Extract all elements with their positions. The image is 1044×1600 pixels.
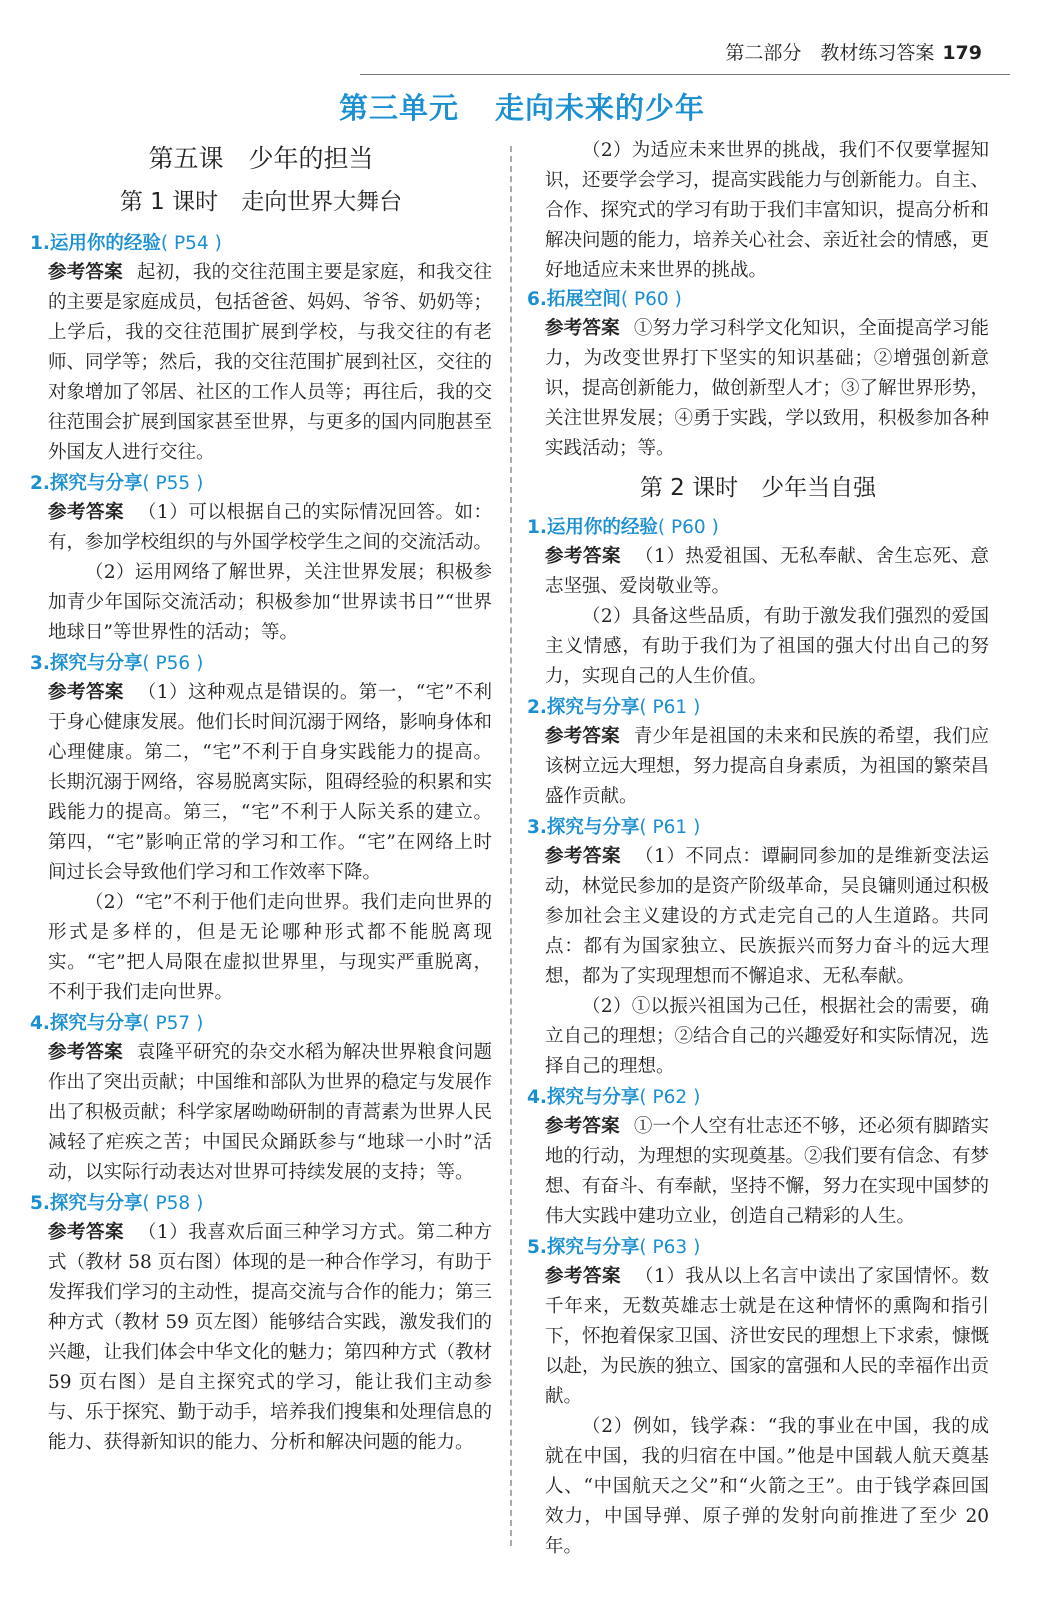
answer-text: 参考答案 ①一个人空有壮志还不够，还必须有脚踏实地的行动，为理想的实现奠基。②我们要有信念、有梦想、有奋斗、有奉献，坚持不懈，努力在实现中国梦的伟大实践中建功立业，创造自己精彩的人生。 xyxy=(545,1116,990,1227)
p1-section-4 xyxy=(30,1010,492,1188)
answer-tag: 参考答案 xyxy=(545,318,620,339)
answer-tag: 参考答案 xyxy=(48,502,125,523)
answer-text: 参考答案 ①努力学习科学文化知识，全面提高学习能力，为改变世界打下坚实的知识基础；②增强创新意识，提高创新能力，做创新型人才；③了解世界形势，关注世界发展；④勇于实践，学以致用，积极参加各种实践活动；等。 xyxy=(545,318,990,459)
unit-name: 走向未来的少年 xyxy=(495,91,706,125)
answer-paragraph: （2）①以振兴祖国为己任，根据社会的需要，确立自己的理想；②结合自己的兴趣爱好和实际情况，选择自己的理想。 xyxy=(545,996,990,1077)
answer-tag: 参考答案 xyxy=(545,1116,620,1137)
section-heading: 2.探究与分享( P55 ) xyxy=(30,473,204,494)
unit-label: 第三单元 xyxy=(338,91,459,125)
answer-text: 参考答案 袁隆平研究的杂交水稻为解决世界粮食问题作出了突出贡献；中国维和部队为世界的稳定与发展作出了积极贡献；科学家屠呦呦研制的青蒿素为世界人民减轻了疟疾之苦；中国民众踊跃参与“地球一小时”活动，以实际行动表达对世界可持续发展的支持；等。 xyxy=(48,1042,493,1183)
answer-text: 参考答案 （1）我喜欢后面三种学习方式。第二种方式（教材 58 页右图）体现的是一种合作学习，有助于发挥我们学习的主动性，提高交流与合作的能力；第三种方式（教材 59 页左图）能够结合实践，激发我们的兴趣，让我们体会中华文化的魅力；第四种方式（教材 59 页右图）是自主探究式的学习，能让我们主动参与、乐于探究、勤于动手，培养我们搜集和处理信息的能力、获得新知识的能力、分析和解决问题的能力。 xyxy=(48,1222,493,1453)
p2-section-4 xyxy=(527,1084,989,1232)
p1-section-6 xyxy=(527,286,989,464)
section-heading: 6.拓展空间( P60 ) xyxy=(527,289,682,310)
p2-section-3 xyxy=(527,814,989,1082)
answer-text: 参考答案 起初，我的交往范围主要是家庭，和我交往的主要是家庭成员，包括爸爸、妈妈、爷爷、奶奶等；上学后，我的交往范围扩展到学校，与我交往的有老师、同学等；然后，我的交往范围扩展到社区，交往的对象增加了邻居、社区的工作人员等；再往后，我的交往范围会扩展到国家甚至世界，与更多的国内同胞甚至外国友人进行交往。 xyxy=(48,262,493,463)
answer-tag: 参考答案 xyxy=(545,846,622,867)
header-section: 第二部分 教材练习答案 xyxy=(725,42,935,64)
p1-section-2 xyxy=(30,470,492,648)
answer-text: 参考答案 （1）热爱祖国、无私奉献、舍生忘死、意志坚强、爱岗敬业等。 xyxy=(545,546,989,597)
period-1-title: 第 1 课时 走向世界大舞台 xyxy=(119,189,403,215)
section-heading: 5.探究与分享( P58 ) xyxy=(30,1193,204,1214)
answer-text: 参考答案 （1）我从以上名言中读出了家国情怀。数千年来，无数英雄志士就是在这种情怀的熏陶和指引下，怀抱着保家卫国、济世安民的理想上下求索，慷慨以赴，为民族的独立、国家的富强和人民的幸福作出贡献。 xyxy=(545,1266,990,1407)
answer-tag: 参考答案 xyxy=(545,726,620,747)
right-column xyxy=(527,136,989,1564)
section-heading: 1.运用你的经验( P54 ) xyxy=(30,233,222,254)
answer-text: 参考答案 青少年是祖国的未来和民族的希望，我们应该树立远大理想，努力提高自身素质，为祖国的繁荣昌盛作贡献。 xyxy=(545,726,990,807)
answer-tag: 参考答案 xyxy=(545,546,622,567)
answer-text: 参考答案 （1）这种观点是错误的。第一，“宅”不利于身心健康发展。他们长时间沉溺于网络，影响身体和心理健康。第二，“宅”不利于自身实践能力的提高。长期沉溺于网络，容易脱离实际，阻碍经验的积累和实践能力的提高。第三，“宅”不利于人际关系的建立。第四，“宅”影响正常的学习和工作。“宅”在网络上时间过长会导致他们学习和工作效率下降。 xyxy=(48,682,493,883)
unit-title xyxy=(0,86,1044,127)
p1-section-3 xyxy=(30,650,492,1008)
answer-paragraph: （2）“宅”不利于他们走向世界。我们走向世界的形式是多样的，但是无论哪种形式都不能脱离现实。“宅”把人局限在虚拟世界里，与现实严重脱离，不利于我们走向世界。 xyxy=(48,892,492,1003)
section-heading: 4.探究与分享( P62 ) xyxy=(527,1087,701,1108)
answer-tag: 参考答案 xyxy=(48,682,124,703)
section-heading: 1.运用你的经验( P60 ) xyxy=(527,517,719,538)
answer-paragraph: （2）例如，钱学森：“我的事业在中国，我的成就在中国，我的归宿在中国。”他是中国载人航天奠基人、“中国航天之父”和“火箭之王”。由于钱学森回国效力，中国导弹、原子弹的发射向前推进了至少 20 年。 xyxy=(545,1416,989,1557)
continued-paragraph: （2）为适应未来世界的挑战，我们不仅要掌握知识，还要学会学习，提高实践能力与创新能力。自主、合作、探究式的学习有助于我们丰富知识，提高分析和解决问题的能力，培养关心社会、亲近社会的情感，更好地适应未来世界的挑战。 xyxy=(545,140,990,281)
answer-tag: 参考答案 xyxy=(48,1222,125,1243)
section-heading: 4.探究与分享( P57 ) xyxy=(30,1013,204,1034)
left-column xyxy=(30,138,492,1460)
header-rule xyxy=(360,74,1010,75)
section-heading: 5.探究与分享( P63 ) xyxy=(527,1237,701,1258)
section-heading: 3.探究与分享( P61 ) xyxy=(527,817,701,838)
page-header xyxy=(725,38,982,65)
period-2-title: 第 2 课时 少年当自强 xyxy=(639,475,877,501)
answer-tag: 参考答案 xyxy=(48,262,123,283)
column-divider xyxy=(510,146,512,1546)
p2-section-1 xyxy=(527,514,989,692)
answer-paragraph: （2）具备这些品质，有助于激发我们强烈的爱国主义情感，有助于我们为了祖国的强大付出自己的努力，实现自己的人生价值。 xyxy=(545,606,989,687)
p2-section-5 xyxy=(527,1234,989,1562)
section-heading: 3.探究与分享( P56 ) xyxy=(30,653,204,674)
p1-section-1 xyxy=(30,230,492,468)
answer-tag: 参考答案 xyxy=(48,1042,123,1063)
p2-section-2 xyxy=(527,694,989,812)
answer-text: 参考答案 （1）不同点：谭嗣同参加的是维新变法运动，林觉民参加的是资产阶级革命，吴良镛则通过积极参加社会主义建设的方式走完自己的人生道路。共同点：都有为国家独立、民族振兴而努力奋斗的远大理想，都为了实现理想而不懈追求、无私奉献。 xyxy=(545,846,990,987)
page-number: 179 xyxy=(942,42,982,64)
answer-text: 参考答案 （1）可以根据自己的实际情况回答。如：有，参加学校组织的与外国学校学生之间的交流活动。 xyxy=(48,502,493,553)
p1-section-5 xyxy=(30,1190,492,1458)
answer-tag: 参考答案 xyxy=(545,1266,622,1287)
answer-paragraph: （2）运用网络了解世界，关注世界发展；积极参加青少年国际交流活动；积极参加“世界读书日”“世界地球日”等世界性的活动；等。 xyxy=(48,562,492,643)
lesson-title: 第五课 少年的担当 xyxy=(148,144,374,173)
section-heading: 2.探究与分享( P61 ) xyxy=(527,697,701,718)
